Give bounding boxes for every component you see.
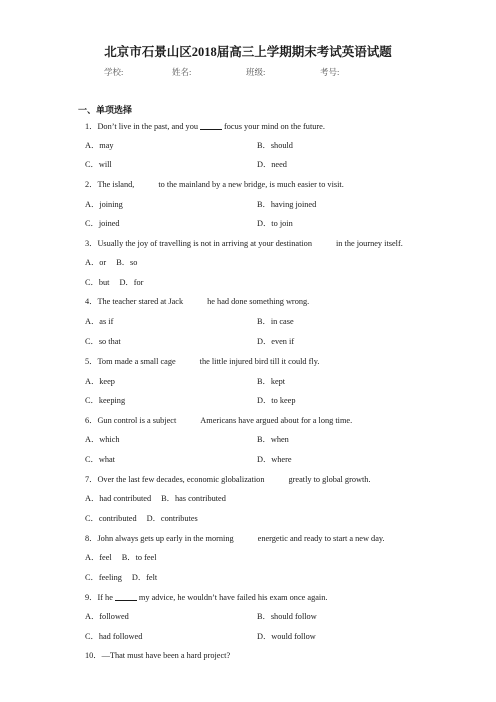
options-row	[85, 512, 198, 524]
question-text: 5．Tom made a small cage	[85, 357, 176, 366]
option-b: B．should follow	[257, 612, 317, 621]
option-a: A．had contributed	[85, 494, 152, 503]
question-text: greatly to global growth.	[288, 475, 371, 484]
question-text: 10．—That must have been a hard project?	[85, 651, 231, 660]
option-c: C．what	[85, 455, 115, 464]
option-d: D．for	[119, 278, 144, 287]
question-10	[85, 649, 230, 661]
option-a: A．feel	[85, 553, 112, 562]
section-heading: 一、单项选择	[78, 105, 133, 115]
question-text: 6．Gun control is a subject	[85, 416, 177, 425]
options-row	[85, 256, 137, 268]
option-a: A．may	[85, 141, 114, 150]
question-8	[85, 532, 385, 544]
option-c: C．joined	[85, 219, 120, 228]
option-a: A．which	[85, 435, 120, 444]
option-c: C．contributed	[85, 514, 137, 523]
option-c: C．but	[85, 278, 110, 287]
option-d: D．would follow	[257, 632, 316, 641]
option-b: B．should	[257, 141, 293, 150]
question-text: in the journey itself.	[335, 239, 403, 248]
option-a: A．followed	[85, 612, 129, 621]
number-label: 考号:	[320, 67, 340, 77]
question-9	[85, 591, 327, 603]
question-6	[85, 414, 352, 426]
question-text: energetic and ready to start a new day.	[257, 534, 385, 543]
question-4	[85, 295, 309, 307]
option-b: B．in case	[257, 317, 294, 326]
option-a: A．as if	[85, 317, 114, 326]
options-row	[85, 492, 226, 504]
question-text: focus your mind on the future.	[224, 122, 325, 131]
page-title: 北京市石景山区2018届高三上学期期末考试英语试题	[104, 45, 392, 59]
school-label: 学校:	[104, 67, 124, 77]
option-c: C．keeping	[85, 396, 126, 405]
question-1	[85, 120, 325, 132]
question-text: the little injured bird till it could fly.	[199, 357, 320, 366]
option-d: D．where	[257, 455, 292, 464]
option-a: A．or	[85, 258, 107, 267]
option-d: D．to join	[257, 219, 293, 228]
option-d: D．even if	[257, 337, 295, 346]
question-text: 1．Don’t live in the past, and you	[85, 122, 198, 131]
option-b: B．when	[257, 435, 289, 444]
option-b: B．kept	[257, 377, 286, 386]
question-text: 8．John always gets up early in the morning	[85, 534, 234, 543]
option-c: C．had followed	[85, 632, 143, 641]
option-b: B．has contributed	[161, 494, 226, 503]
question-text: he had done something wrong.	[207, 297, 310, 306]
question-2	[85, 178, 344, 190]
option-b: B．having joined	[257, 200, 317, 209]
question-3	[85, 237, 403, 249]
option-d: D．felt	[131, 573, 158, 582]
answer-blank	[200, 121, 222, 130]
question-text: 3．Usually the joy of travelling is not in arriving at your destination	[85, 239, 312, 248]
question-text: 7．Over the last few decades, economic globalization	[85, 475, 265, 484]
question-5	[85, 355, 319, 367]
option-b: B．so	[116, 258, 138, 267]
question-text: 9．If he	[85, 593, 113, 602]
option-a: A．joining	[85, 200, 123, 209]
option-a: A．keep	[85, 377, 115, 386]
option-c: C．will	[85, 160, 112, 169]
options-row	[85, 571, 157, 583]
question-text: to the mainland by a new bridge, is much easier to visit.	[158, 180, 344, 189]
option-c: C．so that	[85, 337, 121, 346]
option-d: D．need	[257, 160, 287, 169]
option-d: D．to keep	[257, 396, 296, 405]
question-text: Americans have argued about for a long time.	[200, 416, 353, 425]
option-d: D．contributes	[146, 514, 198, 523]
answer-blank	[115, 592, 137, 601]
option-c: C．feeling	[85, 573, 122, 582]
question-text: 2．The island,	[85, 180, 135, 189]
name-label: 姓名:	[172, 67, 192, 77]
question-text: 4．The teacher stared at Jack	[85, 297, 184, 306]
question-7	[85, 473, 371, 485]
options-row	[85, 551, 157, 563]
class-label: 班级:	[246, 67, 266, 77]
option-b: B．to feel	[121, 553, 157, 562]
options-row	[85, 276, 143, 288]
question-text: my advice, he wouldn’t have failed his exam once again.	[138, 593, 328, 602]
